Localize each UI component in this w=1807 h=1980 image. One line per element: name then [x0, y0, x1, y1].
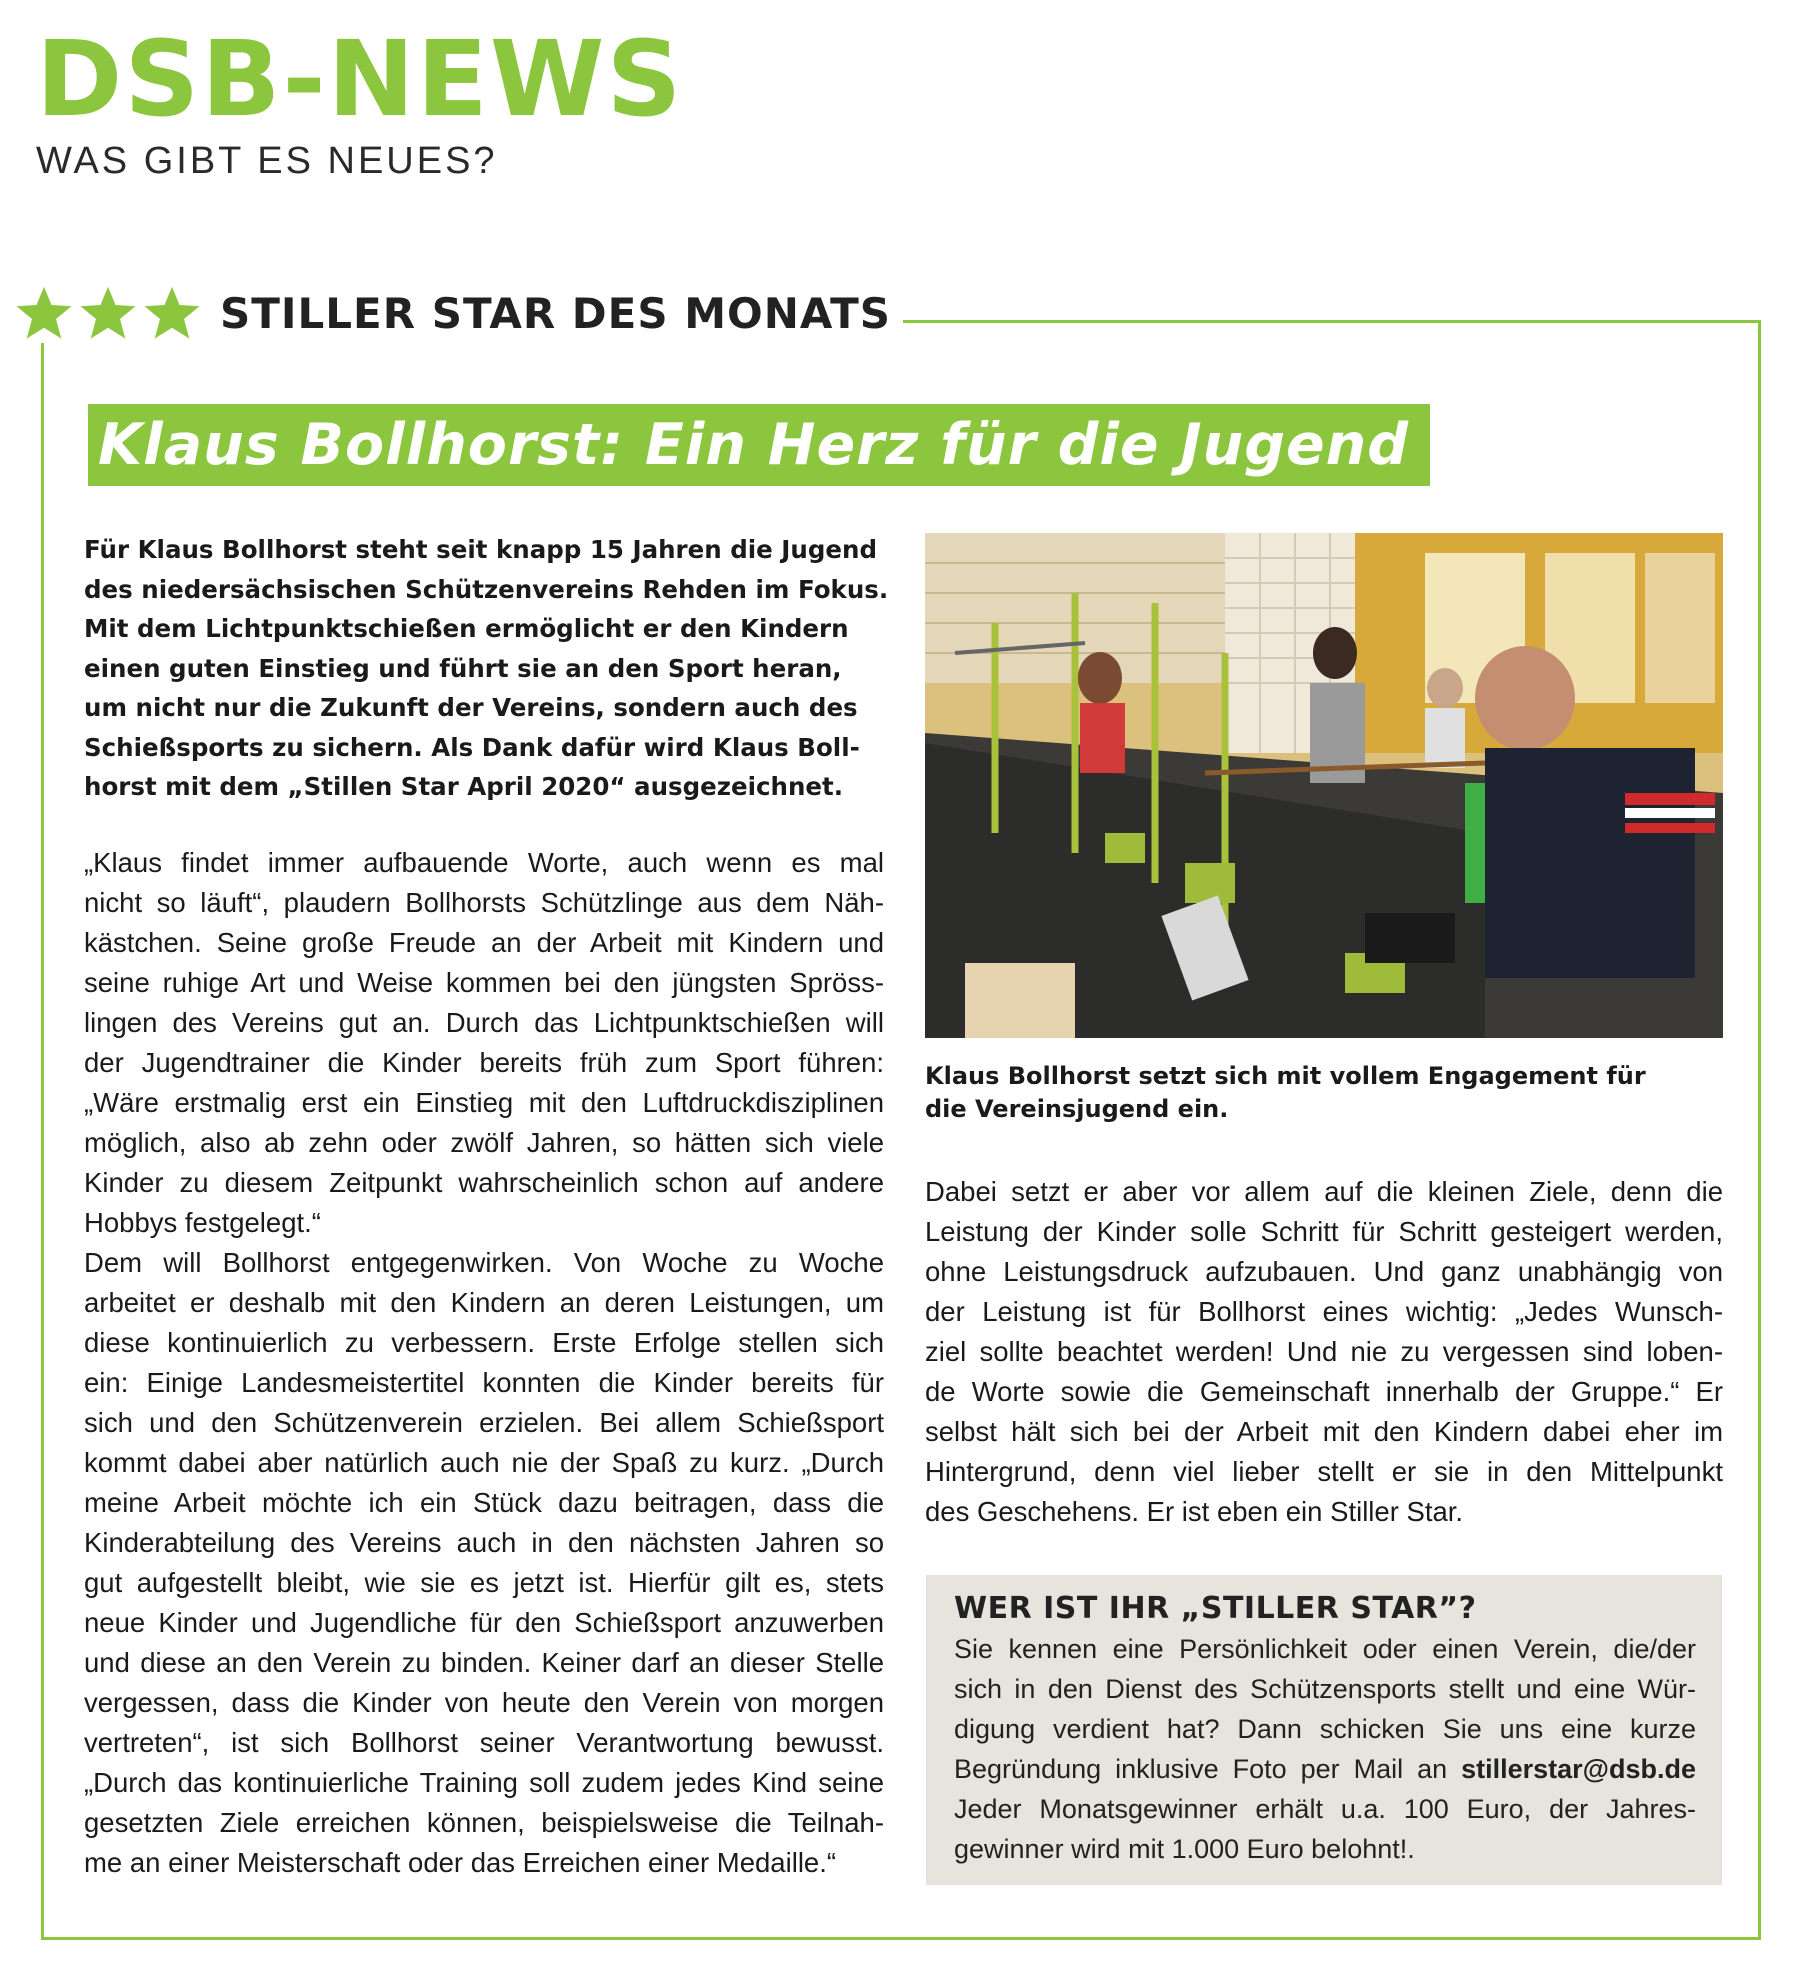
shooting-range-photo — [925, 533, 1723, 1038]
lead-line: einen guten Einstieg und führt sie an den Sport heran, — [84, 653, 842, 683]
body-line: vertreten“, ist sich Bollhorst seiner Verantwortung bewusst. — [84, 1726, 884, 1758]
body-line: kommt dabei aber natürlich auch nie der Spaß zu kurz. „Durch — [84, 1446, 884, 1478]
article-photo — [925, 533, 1723, 1038]
body-line: lingen des Vereins gut an. Durch das Lichtpunktschießen will — [84, 1006, 884, 1038]
star-rating — [14, 283, 202, 343]
lead-line: Für Klaus Bollhorst steht seit knapp 15 Jahren die Jugend — [84, 535, 877, 564]
body-line: Leistung der Kinder solle Schritt für Schritt gesteigert werden, — [925, 1216, 1723, 1247]
body-line: Kinderabteilung des Vereins auch in den nächsten Jahren so — [84, 1526, 884, 1558]
body-line: sich und den Schützenverein erzielen. Bei allem Schießsport — [84, 1406, 884, 1438]
body-line: Kinder zu diesem Zeitpunkt wahrscheinlich schon auf andere — [84, 1166, 884, 1198]
headline-bar — [88, 404, 1430, 486]
lead-line: um nicht nur die Zukunft der Vereins, sondern auch des — [84, 693, 858, 722]
photo-caption — [925, 1060, 1723, 1126]
body-line: seine ruhige Art und Weise kommen bei den jüngsten Spröss- — [84, 966, 884, 998]
lead-line: des niedersächsischen Schützenvereins Rehden im Fokus. — [84, 574, 889, 604]
body-line: de Worte sowie die Gemeinschaft innerhalb der Gruppe.“ Er — [925, 1376, 1723, 1407]
infobox-line: Jeder Monatsgewinner erhält u.a. 100 Euro, der Jahres- — [954, 1794, 1696, 1824]
star-icon — [14, 283, 74, 343]
body-line: Hobbys festgelegt.“ — [84, 1206, 321, 1238]
body-line: Hintergrund, denn viel lieber stellt er sie in den Mittelpunkt — [925, 1456, 1723, 1487]
lead-line: horst mit dem „Stillen Star April 2020“ ausgezeichnet. — [84, 772, 844, 801]
lead-line: Schießsports zu sichern. Als Dank dafür wird Klaus Boll- — [84, 732, 860, 762]
article-lead — [84, 530, 889, 807]
infobox-line — [954, 1749, 1696, 1789]
body-line: selbst hält sich bei der Arbeit mit den Kindern dabei eher im — [925, 1416, 1723, 1447]
lead-line: Mit dem Lichtpunktschießen ermöglicht er den Kindern — [84, 614, 849, 643]
infobox-title: WER IST IHR „STILLER STAR”? — [954, 1591, 1477, 1626]
body-line: nicht so läuft“, plaudern Bollhorsts Schützlinge aus dem Näh- — [84, 886, 884, 918]
body-line: neue Kinder und Jugendliche für den Schießsport anzuwerben — [84, 1606, 884, 1638]
infobox-line: Sie kennen eine Persönlichkeit oder einen Verein, die/der — [954, 1634, 1696, 1664]
body-line: diese kontinuierlich zu verbessern. Erste Erfolge stellen sich — [84, 1326, 884, 1358]
body-line: „Durch das kontinuierliche Training soll zudem jedes Kind seine — [84, 1766, 884, 1798]
body-line: ein: Einige Landesmeistertitel konnten die Kinder bereits für — [84, 1366, 884, 1398]
email-link[interactable]: stillerstar@dsb.de — [1461, 1754, 1696, 1784]
body-line: meine Arbeit möchte ich ein Stück dazu beitragen, dass die — [84, 1486, 884, 1518]
caption-line: Klaus Bollhorst setzt sich mit vollem Engagement für — [925, 1062, 1646, 1090]
body-line: „Wäre erstmalig erst ein Einstieg mit den Luftdruckdisziplinen — [84, 1086, 884, 1118]
article-body-right — [925, 1172, 1723, 1532]
body-line: gut aufgestellt bleibt, wie sie es jetzt ist. Hierfür gilt es, stets — [84, 1566, 884, 1598]
body-line: vergessen, dass die Kinder von heute den Verein von morgen — [84, 1686, 884, 1718]
infobox-line: sich in den Dienst des Schützensports stellt und eine Wür- — [954, 1674, 1696, 1704]
body-line: ohne Leistungsdruck aufzubauen. Und ganz unabhängig von — [925, 1256, 1723, 1287]
body-line: „Klaus findet immer aufbauende Worte, auch wenn es mal — [84, 846, 884, 878]
body-line: und diese an den Verein zu binden. Keiner darf an dieser Stelle — [84, 1646, 884, 1678]
body-line: arbeitet er deshalb mit den Kindern an deren Leistungen, um — [84, 1286, 884, 1318]
masthead — [36, 18, 684, 183]
infobox-line: digung verdient hat? Dann schicken Sie uns eine kurze — [954, 1714, 1696, 1744]
caption-line: die Vereinsjugend ein. — [925, 1095, 1229, 1123]
body-line: des Geschehens. Er ist eben ein Stiller Star. — [925, 1496, 1464, 1527]
article-headline: Klaus Bollhorst: Ein Herz für die Jugend — [98, 412, 1410, 478]
body-line: me an einer Meisterschaft oder das Erreichen einer Medaille.“ — [84, 1846, 837, 1878]
right-column — [925, 533, 1723, 1532]
call-to-action-box — [926, 1575, 1722, 1885]
section-title: STILLER STAR DES MONATS — [220, 288, 892, 338]
section-header — [14, 283, 903, 343]
body-line: ziel sollte beachtet werden! Und nie zu vergessen sind loben- — [925, 1336, 1723, 1367]
body-line: der Leistung ist für Bollhorst eines wichtig: „Jedes Wunsch- — [925, 1296, 1723, 1327]
body-line: der Jugendtrainer die Kinder bereits früh zum Sport führen: — [84, 1046, 884, 1078]
masthead-subtitle: WAS GIBT ES NEUES? — [36, 140, 498, 182]
body-line: möglich, also ab zehn oder zwölf Jahren, so hätten sich viele — [84, 1126, 884, 1158]
star-icon — [142, 283, 202, 343]
body-line: Dabei setzt er aber vor allem auf die kleinen Ziele, denn die — [925, 1176, 1723, 1207]
infobox-line: gewinner wird mit 1.000 Euro belohnt!. — [954, 1834, 1415, 1864]
article-body-left — [84, 843, 884, 1883]
masthead-title: DSB-NEWS — [36, 18, 684, 140]
left-column — [84, 530, 889, 1883]
infobox-line-prefix: Begründung inklusive Foto per Mail an — [954, 1754, 1462, 1784]
body-line: gesetzten Ziele erreichen können, beispielsweise die Teilnah- — [84, 1806, 884, 1838]
body-line: Dem will Bollhorst entgegenwirken. Von Woche zu Woche — [84, 1246, 884, 1278]
star-icon — [78, 283, 138, 343]
infobox-text — [954, 1629, 1696, 1869]
body-line: kästchen. Seine große Freude an der Arbeit mit Kindern und — [84, 926, 884, 958]
